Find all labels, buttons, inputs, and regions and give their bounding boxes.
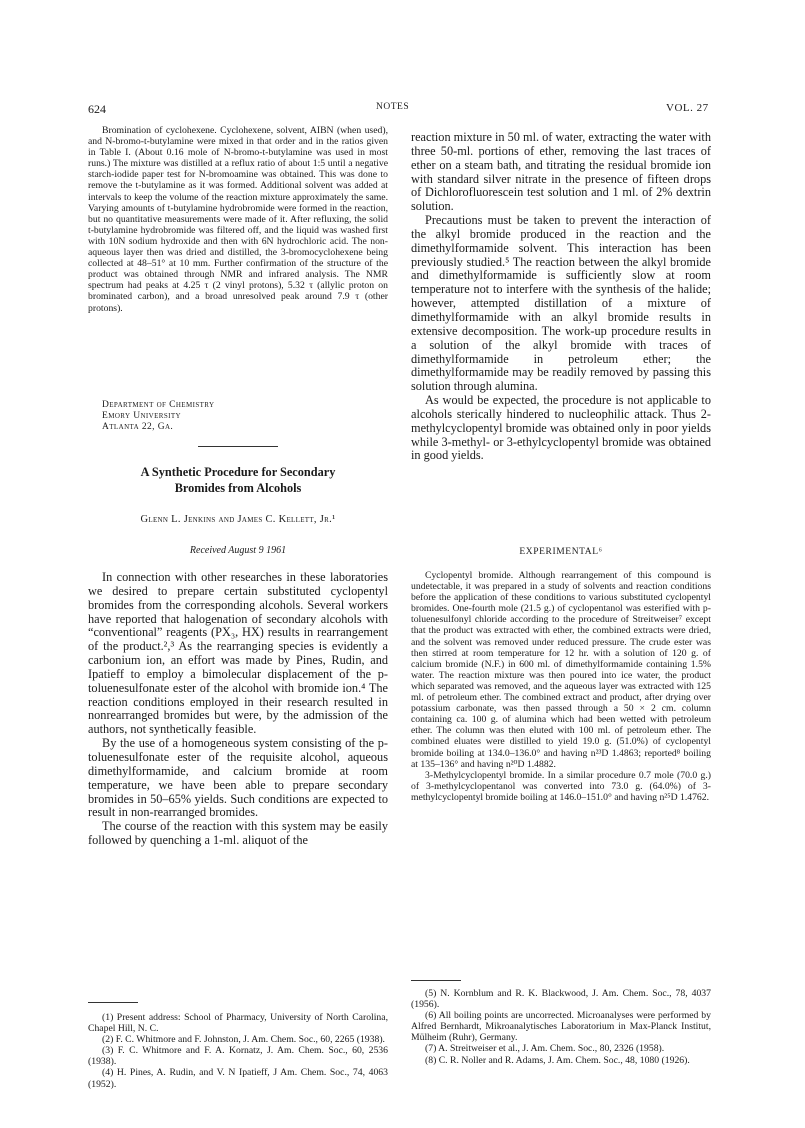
limitations-paragraph: As would be expected, the procedure is not applicable to alcohols sterically hindered to nucleophilic attack. Thus 2-methylcyclopentyl bromide was obtained only in poor yields while 3-methyl- or 3-ethylcyclopentyl bromide was obtained in good yields. [411, 393, 711, 463]
author-line: Glenn L. Jenkins and James C. Kellett, Jr.¹ [140, 514, 336, 525]
footnote: (6) All boiling points are uncorrected. Microanalyses were performed by Alfred Bernhardt, Mikroanalytisches Laboratorium in Max-Planck Institut, Mülheim (Ruhr), Germany. [411, 1010, 711, 1044]
footnotes-right [411, 988, 711, 1066]
cyclopentyl-bromide-procedure: Cyclopentyl bromide. Although rearrangement of this compound is undetectable, it was prepared in a study of solvents and reaction conditions before the application of these conditions to various substituted cyclopentyl bromides. One-fourth mole (21.5 g.) of cyclopentanol was esterified with p-toluenesulfonyl chloride according to the procedure of Streitweiser⁷ except that the product was extracted with ether, the combined extracts were dried, and the solvent was removed under reduced pressure. The crude ester was then stirred at room temperature for 12 hr. with a solution of 120 g. of calcium bromide (N.F.) in 600 ml. of dimethylformamide containing 1.5% water. The reaction mixture was then poured into ice water, the product which separated was removed, and the aqueous layer was extracted with 125 ml. of petroleum ether. The combined extract and product, after drying over potassium carbonate, was then passed through a 50 × 2 cm. column containing ca. 100 g. of alumina which had been wetted with petroleum ether. The column was then eluted with 100 ml. of petroleum ether. The combined eluates were distilled to yield 19.0 g. (51.0%) of cyclopentyl bromide boiling at 134.0–136.0° and having n²³D 1.4863; reported⁸ boiling at 135–136° and having n²⁰D 1.4882. [411, 570, 711, 770]
received-date: Received August 9 1961 [189, 545, 287, 556]
address-line: Department of Chemistry [102, 400, 215, 410]
footnote: (3) F. C. Whitmore and F. A. Kornatz, J. Am. Chem. Soc., 60, 2536 (1938). [88, 1045, 388, 1068]
footnote: (7) A. Streitweiser et al., J. Am. Chem. Soc., 80, 2326 (1958). [425, 1043, 665, 1055]
affiliation-address [88, 400, 402, 433]
precautions-paragraph: Precautions must be taken to prevent the interaction of the alkyl bromide produced in the reaction and the dimethylformamide solvent. This interaction has been previously studied.⁵ The reaction between the alkyl bromide and dimethylformamide is sufficiently slow at room temperature not to interfere with the synthesis of the halide; however, attempted distillation of a mixture of dimethylformamide with an alkyl bromide results in extensive decomposition. The work-up procedure results in a solution of the alkyl bromide with traces of dimethylformamide in petroleum ether; the dimethylformamide may be readily removed by passing this solution through alumina. [411, 213, 711, 394]
footnotes-left [88, 1012, 388, 1090]
footnote: (5) N. Kornblum and R. K. Blackwood, J. Am. Chem. Soc., 78, 4037 (1956). [411, 988, 711, 1011]
page-number: 624 [88, 102, 106, 116]
address-line: Atlanta 22, Ga. [102, 422, 174, 432]
experimental-text [411, 570, 711, 803]
running-head: NOTES [376, 102, 410, 112]
volume-label: VOL. 27 [666, 102, 709, 114]
methylcyclopentyl-bromide-procedure: 3-Methylcyclopentyl bromide. In a similar procedure 0.7 mole (70.0 g.) of 3-methylcyclopentanol was converted into 73.0 g. (64.0%) of 3-methylcyclopentyl bromide boiling at 146.0–151.0° and having n²⁵D 1.4762. [411, 769, 711, 803]
footnote: (1) Present address: School of Pharmacy, University of North Carolina, Chapel Hill, N. C. [88, 1012, 388, 1035]
body-text-right [411, 131, 711, 463]
footnote: (4) H. Pines, A. Rudin, and V. N Ipatieff, J Am. Chem. Soc., 74, 4063 (1952). [88, 1067, 388, 1090]
footnote-divider [88, 1002, 138, 1003]
section-divider [198, 446, 278, 447]
course-paragraph: The course of the reaction with this system may be easily followed by quenching a 1-ml. aliquot of the [88, 819, 388, 848]
footnote: (2) F. C. Whitmore and F. Johnston, J. Am. Chem. Soc., 60, 2265 (1938). [102, 1034, 385, 1046]
body-text-left [88, 571, 388, 848]
intro-paragraph: In connection with other researches in these laboratories we desired to prepare certain substituted cyclopentyl bromides from the corresponding alcohols. Several workers have reported that halogenation of secondary alcohols with “conventional” reagents (PX₃, HX) results in rearrangement of the product.²,³ As the rearranging species is evidently a carbonium ion, an effort was made by Pines, Rudin, and Ipatieff to employ a bimolecular displacement of the p-toluenesulfonate ester of the alcohol with bromide ion.⁴ The reaction conditions employed in their research resulted in nonrearranged bromides but were, by the admission of the authors, not synthetically feasible. [88, 570, 388, 737]
experimental-heading: EXPERIMENTAL⁶ [519, 547, 603, 557]
address-line: Emory University [102, 411, 181, 421]
method-paragraph: By the use of a homogeneous system consisting of the p-toluenesulfonate ester of the requisite alcohol, aqueous dimethylformamide, and calcium bromide at room temperature, we have been able to prepare secondary bromides in 50–65% yields. Such conditions are expected to result in non-rearranged bromides. [88, 736, 388, 820]
article-title: A Synthetic Procedure for Secondary Bromides from Alcohols [140, 465, 336, 495]
continuation-paragraph: reaction mixture in 50 ml. of water, extracting the water with three 50-ml. portions of ether, removing the last traces of ether on a steam bath, and titrating the residual bromide ion with standard silver nitrate in the presence of fifteen drops of Dichlorofluorescein test solution and 1 ml. of 2% dextrin solution. [411, 130, 711, 214]
bromination-paragraph: Bromination of cyclohexene. Cyclohexene, solvent, AIBN (when used), and N-bromo-t-butylamine were mixed in that order and in the ratios given in Table I. (About 0.16 mole of N-bromo-t-butylamine was used in most runs.) The mixture was distilled at a reflux ratio of about 1:5 until a negative starch-iodide paper test for N-bromoamine was obtained. This was done to remove the t-butylamine as it was formed. Additional solvent was added at intervals to keep the volume of the reaction mixture approximately the same. Varying amounts of t-butylamine hydrobromide were formed in the reaction, but no quantitative measurements were made of it. After refluxing, the solid t-butylamine hydrobromide was filtered off, and the liquid was washed first with 10N sodium hydroxide and then with 6N hydrochloric acid. The non-aqueous layer then was dried and distilled, the 3-bromocyclohexene being collected at 48–51° at 10 mm. Further confirmation of the structure of the product was obtained through NMR and infrared analysis. The NMR spectrum had peaks at 4.25 τ (2 vinyl protons), 5.32 τ (allylic proton on brominated carbon), and a broad unresolved peak around 7.9 τ (other protons). [88, 125, 388, 314]
footnote: (8) C. R. Noller and R. Adams, J. Am. Chem. Soc., 48, 1080 (1926). [425, 1054, 690, 1066]
footnote-divider [411, 980, 461, 981]
